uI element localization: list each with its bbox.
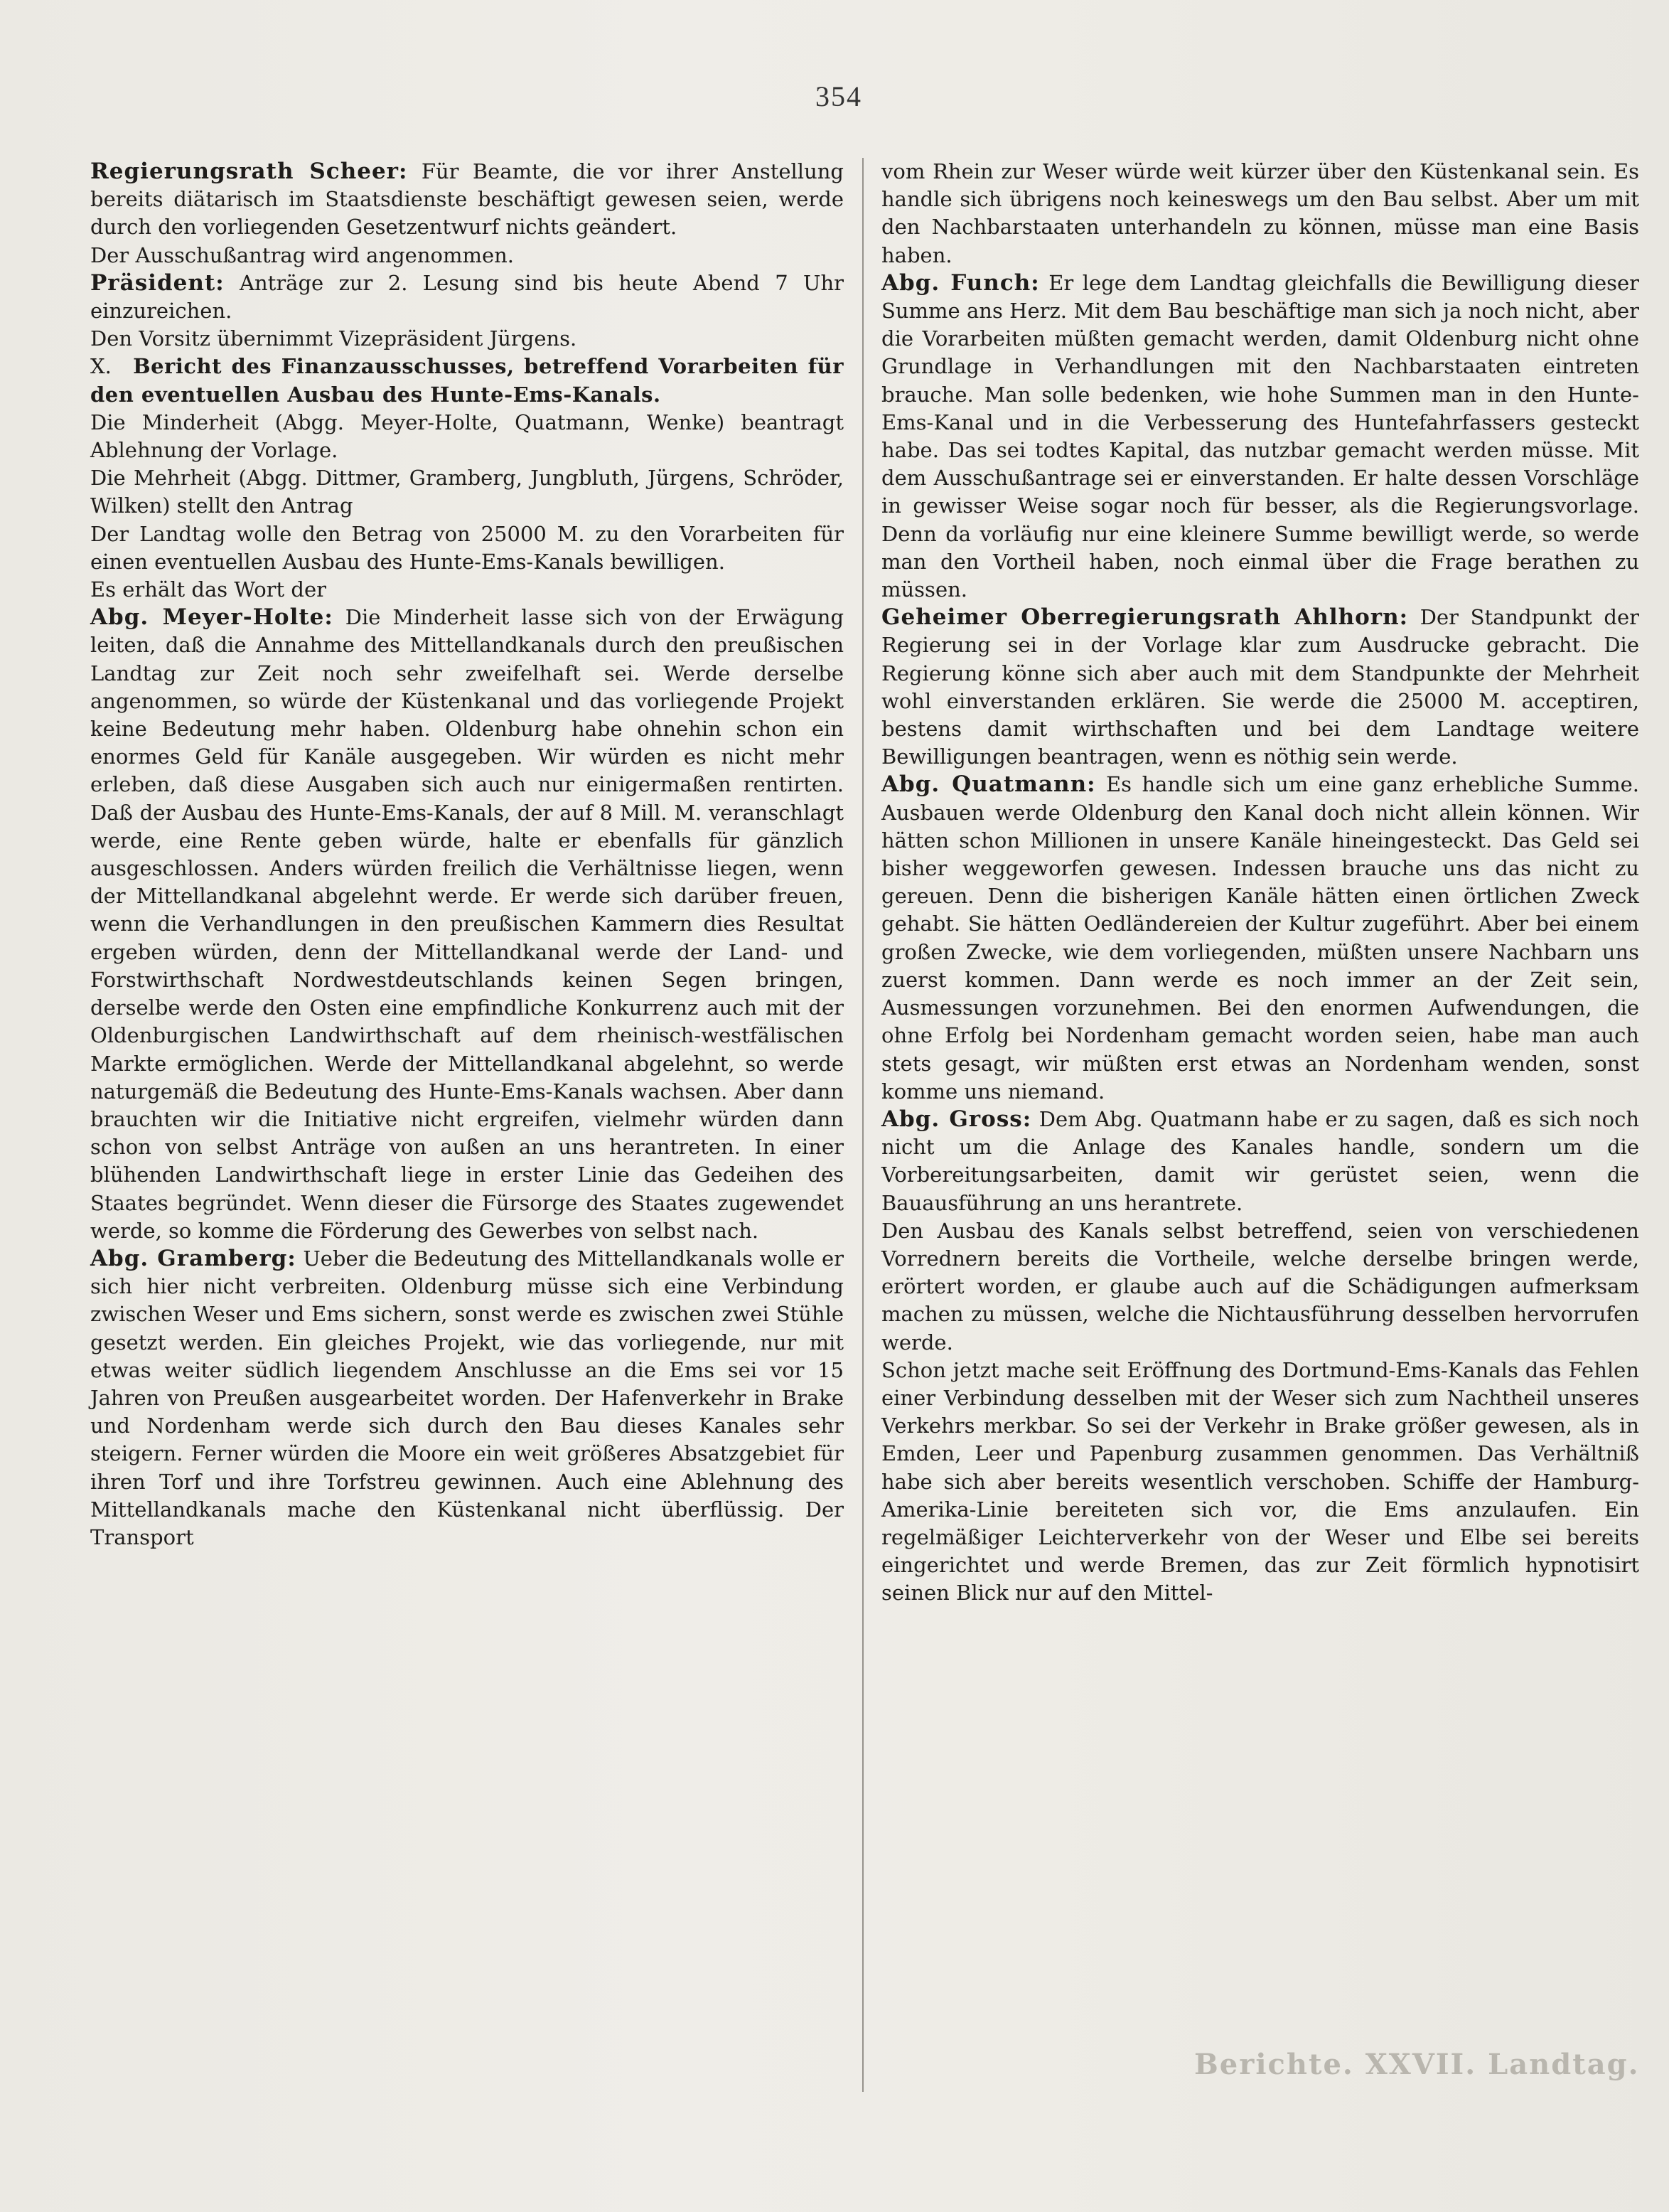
paragraph-text: Die Minderheit (Abgg. Meyer-Holte, Quatmann, Wenke) beantragt Ablehnung der Vorlage.	[90, 410, 844, 463]
paragraph	[881, 771, 1639, 1105]
paragraph	[90, 464, 844, 520]
speaker-name: Abg. Meyer-Holte:	[90, 604, 333, 631]
left-column	[90, 158, 844, 1551]
motion-text	[90, 520, 844, 576]
paragraph	[881, 1217, 1639, 1357]
agenda-item-number: X.	[90, 354, 112, 379]
paragraph-text: Die Mehrheit (Abgg. Dittmer, Gramberg, Jungbluth, Jürgens, Schröder, Wilken) stellt den Antrag	[90, 466, 844, 518]
speaker-name: Abg. Gross:	[881, 1106, 1032, 1132]
paragraph-text: Er lege dem Landtag gleichfalls die Bewilligung dieser Summe ans Herz. Mit dem Bau beschäftige man sich ja noch nicht, aber die Vorarbeiten müßten gemacht werden, damit Oldenburg nicht ohne Grundlage in Verhandlungen mit den Nachbarstaaten eintreten brauche. Man solle bedenken, wie hohe Summen man in den Hunte-Ems-Kanal und in die Verbesserung des Huntefahrfassers gesteckt habe. Das sei todtes Kapital, das nutzbar gemacht werden müsse. Mit dem Ausschußantrage sei er einverstanden. Er halte dessen Vorschläge in gewisser Weise sogar noch für besser, als die Regierungsvorlage. Denn da vorläufig nur eine kleinere Summe bewilligt werde, so werde man den Vortheil haben, noch einmal über die Frage berathen zu müssen.	[881, 270, 1640, 602]
paragraph	[90, 409, 844, 464]
paragraph-text: Der Ausschußantrag wird angenommen.	[90, 242, 515, 267]
paragraph	[881, 269, 1639, 604]
column-divider	[862, 158, 864, 2092]
agenda-item-title: Bericht des Finanzausschusses, betreffend Vorarbeiten für den eventuellen Ausbau des Hunte-Ems-Kanals.	[90, 354, 844, 407]
paragraph	[90, 269, 844, 325]
speaker-name: Präsident:	[90, 269, 225, 296]
paragraph-text: Ueber die Bedeutung des Mittellandkanals wolle er sich hier nicht verbreiten. Oldenburg müsse sich eine Verbindung zwischen Weser und Ems sichern, sonst werde es zwischen zwei Stühle gesetzt werden. Ein gleiches Projekt, wie das vorliegende, nur mit etwas weiter südlich liegendem Anschlusse an die Ems sei vor 15 Jahren von Preußen ausgearbeitet worden. Der Hafenverkehr in Brake und Nordenham werde sich durch den Bau dieses Kanales sehr steigern. Ferner würden die Moore ein weit größeres Absatzgebiet für ihren Torf und ihre Torfstreu gewinnen. Auch eine Ablehnung des Mittellandkanals mache den Küstenkanal nicht überflüssig. Der Transport	[90, 1246, 844, 1549]
paragraph	[90, 158, 844, 242]
paragraph-text: Dem Abg. Quatmann habe er zu sagen, daß es sich noch nicht um die Anlage des Kanales handle, sondern um die Vorbereitungsarbeiten, damit wir gerüstet seien, wenn die Bauausführung an uns herantrete.	[881, 1106, 1640, 1215]
speaker-name: Abg. Funch:	[881, 269, 1040, 296]
speaker-name: Abg. Gramberg:	[90, 1245, 296, 1271]
paragraph	[881, 1357, 1639, 1608]
paragraph-text: Anträge zur 2. Lesung sind bis heute Abend 7 Uhr einzureichen.	[90, 270, 844, 324]
paragraph	[90, 1245, 844, 1551]
speaker-name: Regierungsrath Scheer:	[90, 159, 408, 184]
right-column	[881, 158, 1639, 1608]
paragraph-text: Den Vorsitz übernimmt Vizepräsident Jürgens.	[90, 326, 577, 351]
paragraph	[881, 604, 1639, 771]
paragraph	[90, 604, 844, 1245]
page-number: 354	[815, 80, 862, 112]
paragraph	[881, 1106, 1639, 1217]
paragraph-text: Die Minderheit lasse sich von der Erwägung leiten, daß die Annahme des Mittellandkanals durch den preußischen Landtag zur Zeit noch sehr zweifelhaft sei. Werde derselbe angenommen, so würde der Küstenkanal und das vorliegende Projekt keine Bedeutung mehr haben. Oldenburg habe ohnehin schon ein enormes Geld für Kanäle ausgegeben. Wir würden es nicht mehr erleben, daß diese Ausgaben sich auch nur einigermaßen rentirten. Daß der Ausbau des Hunte-Ems-Kanals, der auf 8 Mill. M. veranschlagt werde, eine Rente geben würde, halte er ebenfalls für gänzlich ausgeschlossen. Anders würden freilich die Verhältnisse liegen, wenn der Mittellandkanal abgelehnt werde. Er werde sich darüber freuen, wenn die Verhandlungen in den preußischen Kammern dies Resultat ergeben würden, denn der Mittellandkanal werde der Land- und Forstwirthschaft Nordwestdeutschlands keinen Segen bringen, derselbe werde den Osten eine empfindliche Konkurrenz auch mit der Oldenburgischen Landwirthschaft auf dem rheinisch-westfälischen Markte ermöglichen. Werde der Mittellandkanal abgelehnt, so werde naturgemäß die Bedeutung des Hunte-Ems-Kanals wachsen. Aber dann brauchten wir die Initiative nicht ergreifen, vielmehr würden dann schon von selbst Anträge von außen an uns herantreten. In einer blühenden Landwirthschaft liege in erster Linie das Gedeihen des Staates begründet. Wenn dieser die Fürsorge des Staates zugewendet werde, so komme die Förderung des Gewerbes von selbst nach.	[90, 605, 844, 1243]
paragraph	[90, 576, 844, 604]
bleed-through-footer: Berichte. XXVII. Landtag.	[1194, 2048, 1640, 2081]
paragraph-text: Der Standpunkt der Regierung sei in der Vorlage klar zum Ausdrucke gebracht. Die Regierung könne sich aber auch mit dem Standpunkte der Mehrheit wohl einverstanden erklären. Sie werde die 25000 M. acceptiren, bestens damit wirthschaften und bei dem Landtage weitere Bewilligungen beantragen, wenn es nöthig sein werde.	[881, 605, 1640, 769]
speaker-name: Abg. Quatmann:	[881, 771, 1096, 798]
paragraph-text: Es handle sich um eine ganz erhebliche Summe. Ausbauen werde Oldenburg den Kanal doch nicht allein können. Wir hätten schon Millionen in unsere Kanäle hineingesteckt. Das Geld sei bisher weggeworfen gewesen. Indessen brauche uns das nicht zu gereuen. Denn die bisherigen Kanäle hätten einen örtlichen Zweck gehabt. Sie hätten Oedländereien der Kultur zugeführt. Aber bei einem großen Zwecke, wie dem vorliegenden, müßten unsere Nachbarn uns zuerst kommen. Dann werde es noch immer an der Zeit sein, Ausmessungen vorzunehmen. Bei den enormen Aufwendungen, die ohne Erfolg bei Nordenham gemacht worden seien, habe man auch stets gesagt, wir müßten erst etwas an Nordenham wenden, sonst komme uns niemand.	[881, 772, 1640, 1104]
paragraph-text: Es erhält das Wort der	[90, 577, 326, 602]
paragraph	[881, 158, 1639, 269]
paragraph-text: Der Landtag wolle den Betrag von 25000 M. zu den Vorarbeiten für einen eventuellen Ausbau des Hunte-Ems-Kanals bewilligen.	[90, 521, 844, 574]
paragraph-text: vom Rhein zur Weser würde weit kürzer über den Küstenkanal sein. Es handle sich übrigens noch keineswegs um den Bau selbst. Aber um mit den Nachbarstaaten unterhandeln zu können, müsse man eine Basis haben.	[881, 159, 1639, 267]
agenda-item-heading	[90, 353, 844, 408]
paragraph-text: Für Beamte, die vor ihrer Anstellung bereits diätarisch im Staatsdienste beschäftigt gewesen seien, werde durch den vorliegenden Gesetzentwurf nichts geändert.	[90, 159, 844, 240]
paragraph	[90, 325, 844, 353]
paragraph-text: Schon jetzt mache seit Eröffnung des Dortmund-Ems-Kanals das Fehlen einer Verbindung desselben mit der Weser sich zum Nachtheil unseres Verkehrs merkbar. So sei der Verkehr in Brake größer gewesen, als in Emden, Leer und Papenburg zusammen genommen. Das Verhältniß habe sich aber bereits wesentlich verschoben. Schiffe der Hamburg-Amerika-Linie bereiteten sich vor, die Ems anzulaufen. Ein regelmäßiger Leichterverkehr von der Weser und Elbe sei bereits eingerichtet und werde Bremen, das zur Zeit förmlich hypnotisirt seinen Blick nur auf den Mittel-	[881, 1357, 1639, 1605]
speaker-name: Geheimer Oberregierungsrath Ahlhorn:	[881, 604, 1409, 631]
paragraph	[90, 242, 844, 269]
paragraph-text: Den Ausbau des Kanals selbst betreffend, seien von verschiedenen Vorrednern bereits die Vortheile, welche derselbe bringen werde, erörtert worden, er glaube auch auf die Schädigungen aufmerksam machen zu müssen, welche die Nichtausführung desselben hervorrufen werde.	[881, 1218, 1639, 1355]
